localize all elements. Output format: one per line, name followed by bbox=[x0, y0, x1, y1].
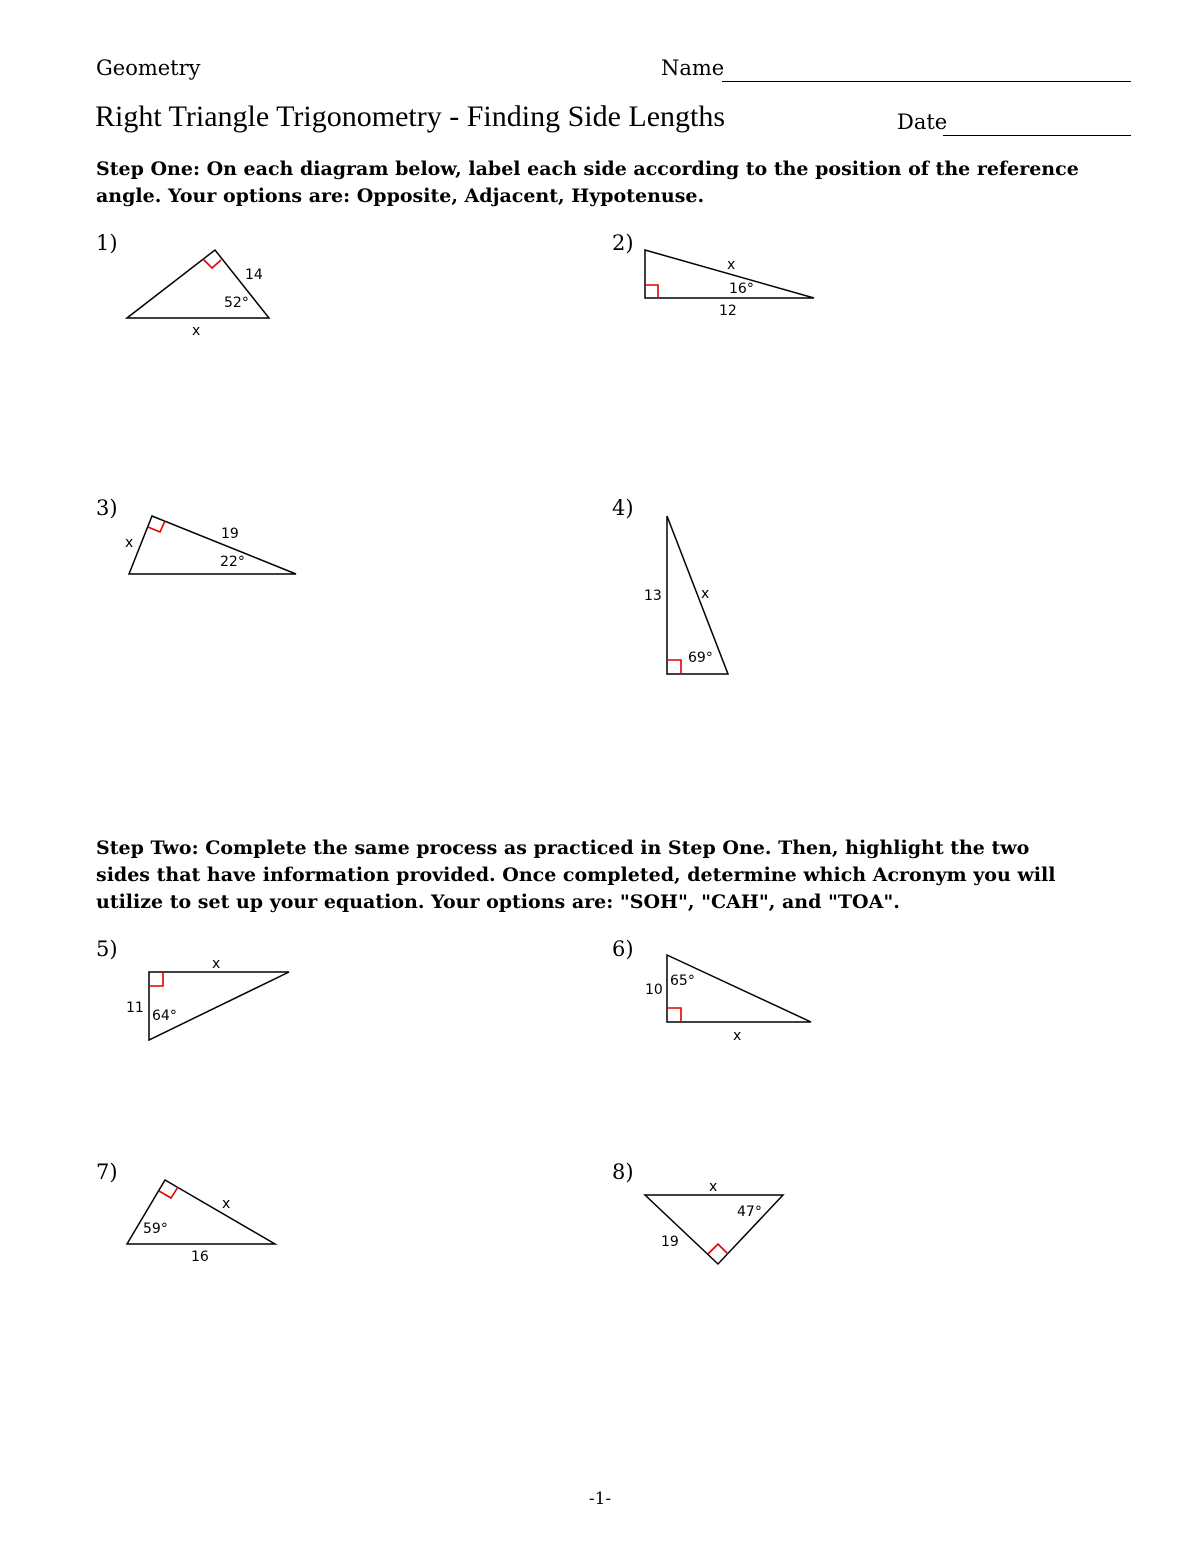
right-angle-marker-3 bbox=[148, 521, 165, 532]
triangle-diagram-8 bbox=[645, 1179, 783, 1264]
triangle-1-label-x: x bbox=[192, 323, 201, 339]
worksheet-title: Right Triangle Trigonometry - Finding Side Lengths bbox=[95, 100, 726, 133]
right-angle-marker-6 bbox=[667, 1008, 681, 1022]
problem-number-7: 7) bbox=[96, 1160, 118, 1184]
triangle-7-label-angle: 59° bbox=[143, 1221, 168, 1237]
triangle-4-label-side: 13 bbox=[644, 588, 662, 604]
right-angle-marker-7 bbox=[159, 1187, 178, 1198]
problem-number-5: 5) bbox=[96, 937, 118, 961]
triangle-2-label-angle: 16° bbox=[729, 281, 754, 297]
right-angle-marker-8 bbox=[708, 1244, 728, 1254]
triangle-3-label-x: x bbox=[125, 535, 134, 551]
right-angle-marker-5 bbox=[149, 972, 163, 986]
step-two-instructions: Step Two: Complete the same process as practiced in Step One. Then, highlight the two sides that have information provided. Once completed, determine which Acronym you will utilize to set up your equation. Your options are: "SOH", "CAH", and "TOA". bbox=[96, 837, 1056, 913]
triangle-8-label-side: 19 bbox=[661, 1234, 679, 1250]
date-label: Date bbox=[897, 110, 948, 134]
problem-number-4: 4) bbox=[612, 496, 634, 520]
triangle-3-label-hypotenuse: 19 bbox=[221, 526, 239, 542]
triangle-8-outline bbox=[645, 1195, 783, 1264]
problem-number-3: 3) bbox=[96, 496, 118, 520]
triangle-2-label-x: x bbox=[727, 257, 736, 273]
triangle-3-label-angle: 22° bbox=[220, 554, 245, 570]
page-number: -1- bbox=[588, 1489, 612, 1509]
triangle-5-label-side: 11 bbox=[126, 1000, 144, 1016]
step-one-instructions: Step One: On each diagram below, label each side according to the position of the reference angle. Your options are: Opposite, Adjacent, Hypotenuse. bbox=[96, 158, 1079, 207]
right-angle-marker-2 bbox=[645, 285, 658, 298]
problem-number-8: 8) bbox=[612, 1160, 634, 1184]
triangle-6-label-x: x bbox=[733, 1028, 742, 1044]
triangle-diagram-2 bbox=[645, 250, 814, 319]
triangle-8-label-angle: 47° bbox=[737, 1204, 762, 1220]
triangle-8-label-x: x bbox=[709, 1179, 718, 1195]
problem-number-6: 6) bbox=[612, 937, 634, 961]
triangle-5-label-angle: 64° bbox=[152, 1008, 177, 1024]
triangle-1-label-hypotenuse: 14 bbox=[245, 267, 263, 283]
triangle-diagram-7 bbox=[127, 1180, 275, 1265]
course-subject: Geometry bbox=[96, 56, 201, 80]
triangle-diagram-1 bbox=[127, 250, 269, 339]
triangle-2-label-base: 12 bbox=[719, 303, 737, 319]
name-label: Name bbox=[661, 56, 725, 80]
triangle-diagram-3 bbox=[125, 516, 296, 574]
right-angle-marker-1 bbox=[203, 259, 221, 268]
triangle-5-label-x: x bbox=[212, 956, 221, 972]
triangle-7-label-base: 16 bbox=[191, 1249, 209, 1265]
triangle-diagram-6 bbox=[645, 955, 811, 1044]
problem-number-2: 2) bbox=[612, 231, 634, 255]
triangle-1-label-angle: 52° bbox=[224, 295, 249, 311]
triangle-6-label-side: 10 bbox=[645, 982, 663, 998]
triangle-4-label-x: x bbox=[701, 586, 710, 602]
triangle-diagram-5 bbox=[126, 956, 289, 1040]
triangle-3-outline bbox=[129, 516, 296, 574]
triangle-6-label-angle: 65° bbox=[670, 973, 695, 989]
triangle-5-outline bbox=[149, 972, 289, 1040]
triangle-diagram-4 bbox=[644, 516, 728, 674]
right-angle-marker-4 bbox=[667, 660, 681, 674]
triangle-7-label-x: x bbox=[222, 1196, 231, 1212]
triangle-4-label-angle: 69° bbox=[688, 650, 713, 666]
problem-number-1: 1) bbox=[96, 231, 118, 255]
